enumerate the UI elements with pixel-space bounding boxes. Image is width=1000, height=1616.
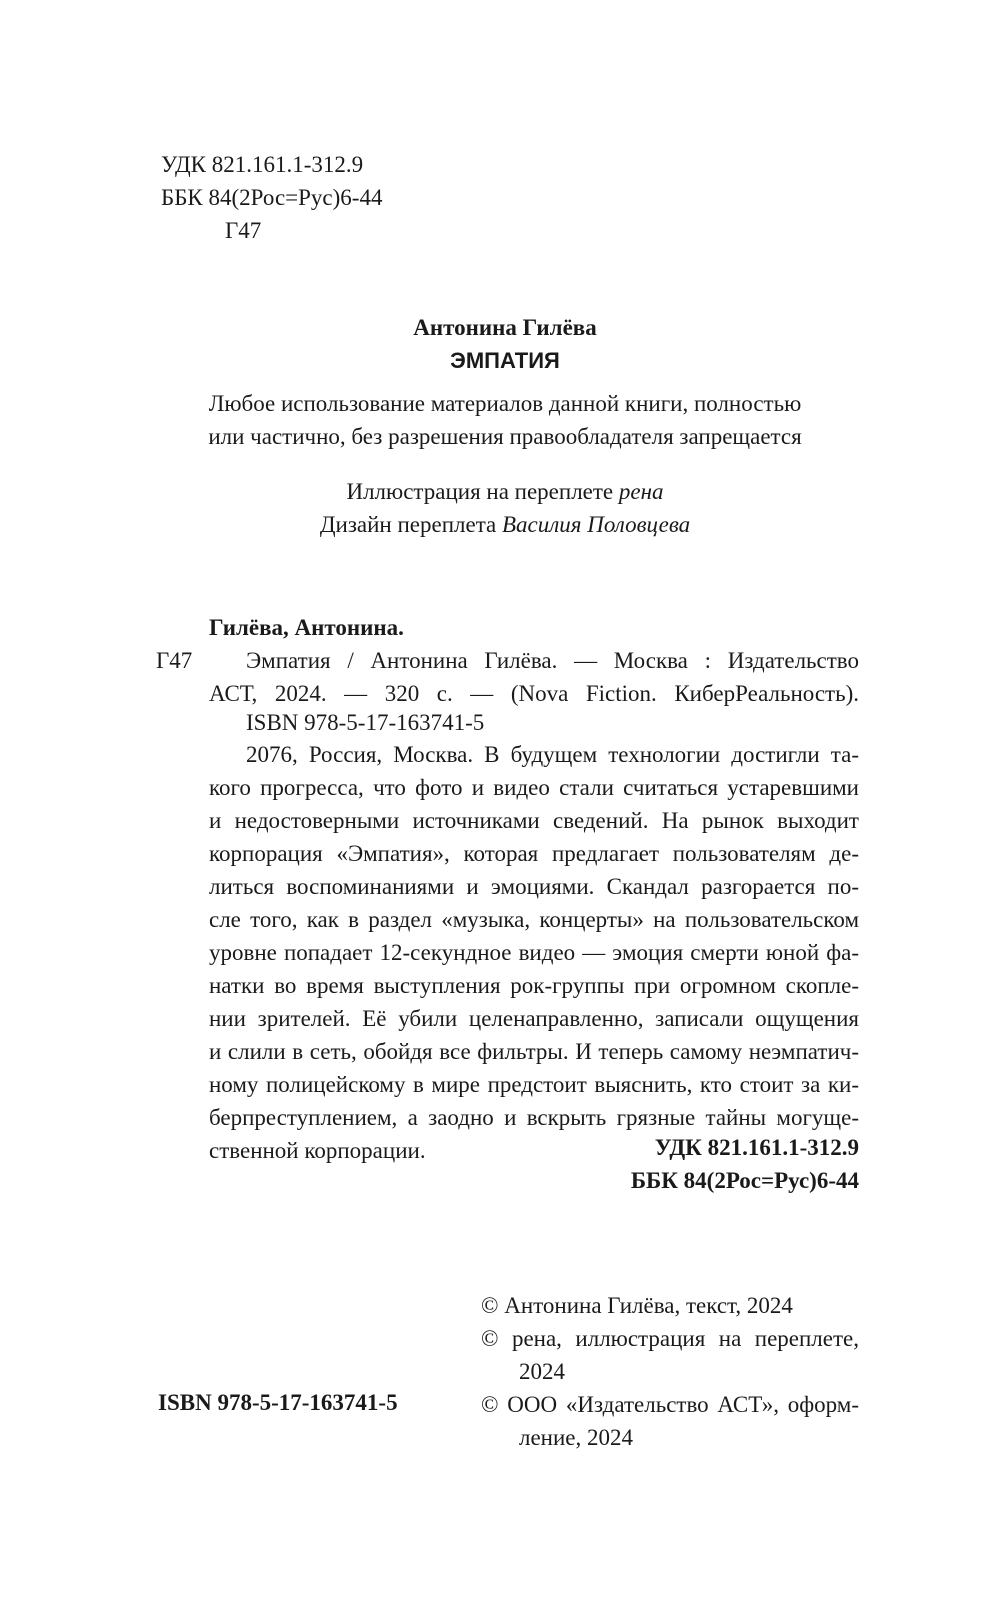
copyright-illustration: © рена, иллюстрация на переплете, [481,1326,859,1351]
description-line-1: Эмпатия / Антонина Гилёва. — Москва : Издательство [246,648,859,673]
bib-description [209,644,859,710]
title-block [161,311,849,377]
annotation-line: и недостоверными источниками сведений. На рынок выходит [209,808,859,833]
annotation-line: кого прогресса, что фото и видео стали считаться устаревшими [209,775,859,800]
bib-heading: Гилёва, Антонина. [209,615,404,640]
annotation-line: сле того, как в раздел «музыка, концерты» на пользовательском [209,907,859,932]
copyright-list [481,1289,859,1454]
bib-mark: Г47 [156,648,193,673]
annotation-line: уровне попадает 12-секундное видео — эмоция смерти юной фа- [209,940,859,965]
bib-isbn: ISBN 978-5-17-163741-5 [246,710,485,735]
copyright-illustration-year: 2024 [519,1359,565,1384]
bib-annotation [209,738,859,1167]
copyright-text: © Антонина Гилёва, текст, 2024 [481,1293,793,1318]
bbk-code: ББК 84(2Рос=Рус)6-44 [161,185,383,210]
annotation-line: натки во время выступления рок-группы при огромном скопле- [209,973,859,998]
illustration-credit [161,475,849,508]
notice-line-1: Любое использование материалов данной книги, полностью [208,391,802,416]
designer-name: Василия Половцева [502,512,691,537]
design-credit [161,508,849,541]
annotation-line: берпреступлением, а заодно и вскрыть грязные тайны могуще- [209,1105,859,1130]
bib-classification [500,1131,859,1197]
book-title: ЭМПАТИЯ [450,348,560,373]
description-line-2: АСТ, 2024. — 320 с. — (Nova Fiction. КиберРеальность). [209,681,859,706]
annotation-line: корпорация «Эмпатия», которая предлагает пользователям де- [209,841,859,866]
illustration-label: Иллюстрация на переплете [346,479,614,504]
book-author: Антонина Гилёва [413,315,597,340]
credits-block [161,475,849,541]
annotation-line: литься воспоминаниями и эмоциями. Скандал разгорается по- [209,874,859,899]
illustrator-name: рена [618,479,664,504]
design-label: Дизайн переплета [319,512,497,537]
annotation-line: 2076, Россия, Москва. В будущем технологии достигли та- [246,742,859,767]
copyright-notice [150,387,860,453]
copyright-publisher: © ООО «Издательство АСТ», оформ- [481,1392,859,1417]
author-mark: Г47 [225,218,262,243]
copyright-publisher-cont: ление, 2024 [519,1425,634,1450]
classification-block [161,148,382,247]
bib-udk: УДК 821.161.1-312.9 [654,1135,859,1160]
udk-code: УДК 821.161.1-312.9 [161,152,364,177]
bib-bbk: ББК 84(2Рос=Рус)6-44 [630,1168,859,1193]
annotation-line: ному полицейскому в мире предстоит выяснить, кто стоит за ки- [209,1072,859,1097]
annotation-line: нии зрителей. Её убили целенаправленно, записали ощущения [209,1006,859,1031]
notice-line-2: или частично, без разрешения правообладателя запрещается [208,424,802,449]
annotation-last-line: ственной корпорации. [209,1138,426,1163]
annotation-line: и слили в сеть, обойдя все фильтры. И теперь самому неэмпатич- [209,1039,859,1064]
footer-isbn: ISBN 978-5-17-163741-5 [158,1390,398,1415]
